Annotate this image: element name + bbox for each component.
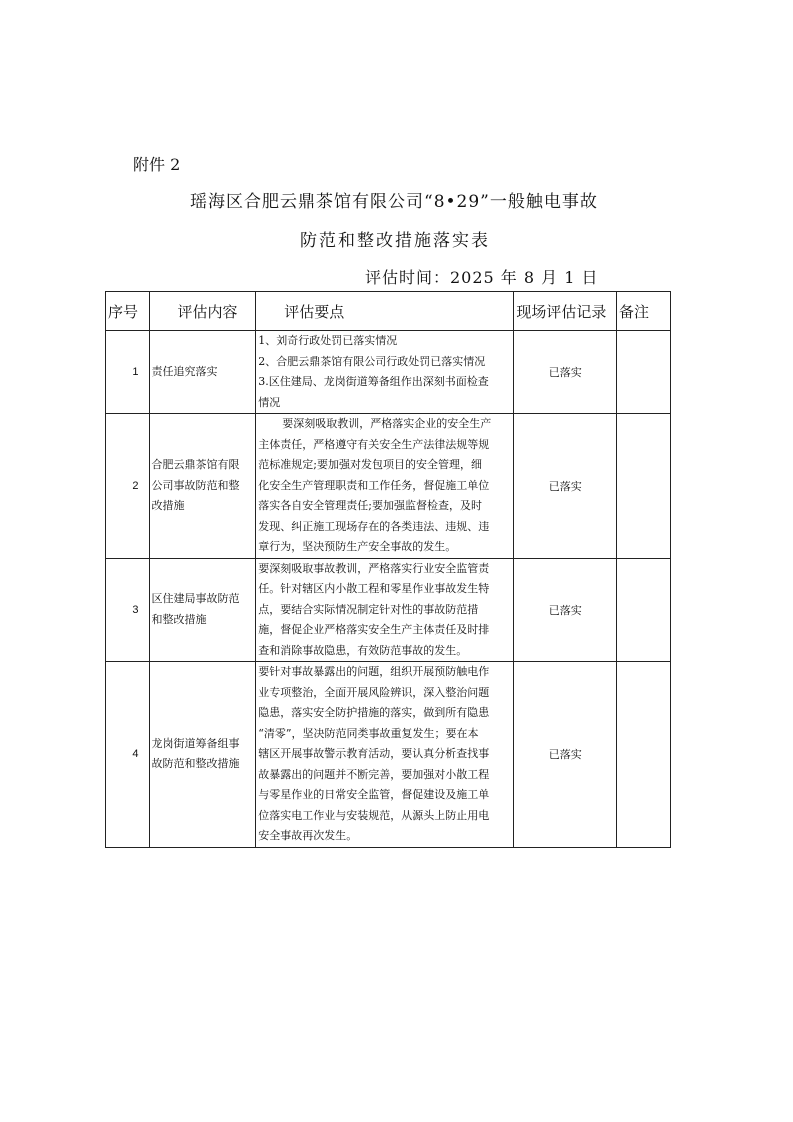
evaluation-date: 评估时间：2025 年 8 月 1 日 xyxy=(365,268,599,287)
evaluation-content xyxy=(149,662,256,848)
table-row xyxy=(106,558,671,662)
table-row xyxy=(106,662,671,848)
table-row xyxy=(106,414,671,559)
evaluation-points xyxy=(256,558,514,662)
content-line: 责任追究落实 xyxy=(151,364,218,378)
points-line: 情况 xyxy=(258,395,281,409)
measures-table xyxy=(105,291,671,848)
attachment-label: 附件 2 xyxy=(133,155,181,174)
content-line: 改措施 xyxy=(151,499,185,512)
header-record: 现场评估记录 xyxy=(514,292,617,331)
points-line: 落实各自安全管理责任;要加强监督检查，及时 xyxy=(258,499,483,512)
content-line: 和整改措施 xyxy=(151,612,207,626)
evaluation-record: 已落实 xyxy=(514,331,617,414)
row-number: 2 xyxy=(106,414,150,559)
remarks xyxy=(617,331,671,414)
row-number: 1 xyxy=(106,331,150,414)
points-line: 辖区开展事故警示教育活动，要认真分析查找事 xyxy=(258,747,490,760)
points-line: 化安全生产管理职责和工作任务，督促施工单位 xyxy=(258,478,490,492)
evaluation-points xyxy=(256,331,514,414)
content-line: 合肥云鼎茶馆有限 xyxy=(151,458,240,471)
points-line: 任。针对辖区内小散工程和零星作业事故发生特 xyxy=(258,582,490,595)
header-points: 评估要点 xyxy=(256,292,514,331)
points-line: 查和消除事故隐患，有效防范事故的发生。 xyxy=(258,643,468,657)
points-line: 3.区住建局、龙岗街道筹备组作出深刻书面检查 xyxy=(258,375,489,388)
points-line: 安全事故再次发生。 xyxy=(258,829,358,842)
points-line: 隐患，落实安全防护措施的落实，做到所有隐患 xyxy=(258,706,490,719)
row-number: 3 xyxy=(106,558,150,662)
points-line: 2、合肥云鼎茶馆有限公司行政处罚已落实情况 xyxy=(258,354,486,368)
points-line: 1、刘奇行政处罚已落实情况 xyxy=(258,334,398,347)
row-number: 4 xyxy=(106,662,150,848)
points-line: 位落实电工作业与安装规范，从源头上防止用电 xyxy=(258,808,490,822)
evaluation-points xyxy=(256,662,514,848)
evaluation-record: 已落实 xyxy=(514,558,617,662)
points-line: 要针对事故暴露出的问题，组织开展预防触电作 xyxy=(258,665,490,678)
header-no: 序号 xyxy=(106,292,150,331)
evaluation-points xyxy=(256,414,514,559)
evaluation-content xyxy=(149,331,256,414)
points-line: 主体责任，严格遵守有关安全生产法律法规等规 xyxy=(258,437,490,451)
remarks xyxy=(617,662,671,848)
points-line: 发现、纠正施工现场存在的各类违法、违规、违 xyxy=(258,519,490,533)
points-line: 故暴露出的问题并不断完善，要加强对小散工程 xyxy=(258,767,490,781)
evaluation-record: 已落实 xyxy=(514,414,617,559)
table-header-row xyxy=(106,292,671,331)
remarks xyxy=(617,414,671,559)
header-note: 备注 xyxy=(617,292,671,331)
points-line: 施，督促企业严格落实安全生产主体责任及时排 xyxy=(258,623,490,636)
points-line: 与零星作业的日常安全监管，督促建设及施工单 xyxy=(258,788,490,801)
evaluation-record: 已落实 xyxy=(514,662,617,848)
points-line: 要深刻吸取教训，严格落实企业的安全生产 xyxy=(282,417,492,430)
evaluation-content xyxy=(149,558,256,662)
content-line: 区住建局事故防范 xyxy=(151,592,240,606)
points-line: 业专项整治，全面开展风险辨识，深入整治问题 xyxy=(258,685,490,699)
points-line: 章行为，坚决预防生产安全事故的发生。 xyxy=(258,540,457,553)
points-line: 点，要结合实际情况制定针对性的事故防范措 xyxy=(258,602,479,616)
header-content: 评估内容 xyxy=(149,292,256,331)
points-line: 要深刻吸取事故教训，严格落实行业安全监管责 xyxy=(258,561,490,575)
document-title: 瑶海区合肥云鼎茶馆有限公司“8•29”一般触电事故 xyxy=(190,192,598,212)
content-line: 龙岗街道筹备组事 xyxy=(151,736,240,750)
document-subtitle: 防范和整改措施落实表 xyxy=(300,231,490,251)
points-line: 范标准规定;要加强对发包项目的安全管理，细 xyxy=(258,458,483,471)
remarks xyxy=(617,558,671,662)
content-line: 故防范和整改措施 xyxy=(151,757,240,771)
evaluation-content xyxy=(149,414,256,559)
points-line: “清零”，坚决防范同类事故重复发生；要在本 xyxy=(258,726,479,740)
content-line: 公司事故防范和整 xyxy=(151,478,240,492)
table-row xyxy=(106,331,671,414)
